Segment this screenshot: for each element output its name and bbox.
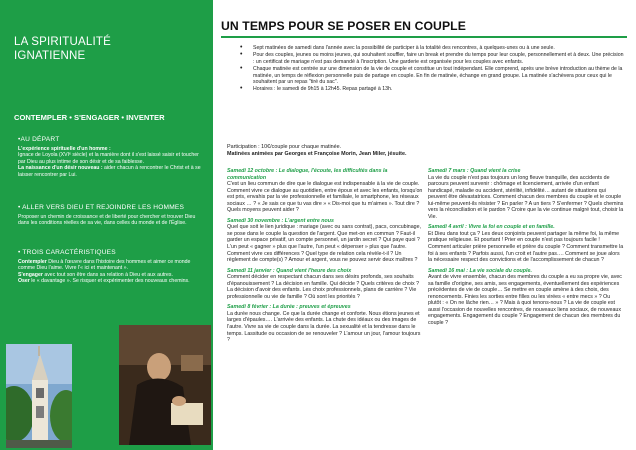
session-body: Avant de vivre ensemble, chacun des membres du couple a eu sa propre vie, avec sa famille d'origine, ses amis, ses engagements, éventuellement des expériences précédentes de vie de couple… Se mettre en couple amène à des choix, des renoncements. Finies les sorties entre filles ou les virées « entre mecs » ? Ou plutôt : « On ne lâche rien… » ? Mais à quoi tenons-nous ? La vie de couple est aussi l'occasion de nouvelles rencontres, de nouveaux liens sociaux, de nouveaux engagements. Engagement du couple ? Engagement de chacun des membres du couple ? (428, 274, 622, 327)
session-heading: Samedi 8 février : La durée : preuves et épreuves (227, 304, 351, 311)
session-heading: Samedi 7 mars : Quand vient la crise (428, 168, 521, 174)
animators-text: Matinées animées par Georges et Françoise Morin, Jean Miler, jésuite. (227, 151, 407, 157)
info-bullet-list (240, 45, 624, 94)
ignatius-painting (119, 325, 211, 445)
carac-item2-text: avec tout son être dans sa relation à Dieu et aux autres. (44, 271, 173, 278)
list-item: • Chaque matinée est centrée sur une dimension de la vie de couple et constitue un tout indépendant. Elle comprend, après une brève introduction au thème de la matinée, un temps de réflexion personnelle puis de partage en couple. En fin de matinée, échange en grand groupe. La matinée s'achèvera pour ceux qui le souhaitent par un repas "tiré du sac". (240, 66, 624, 85)
sidebar-title (14, 35, 111, 63)
session-heading: Samedi 30 novembre : L'argent entre nous (227, 217, 334, 224)
session-body: Et Dieu dans tout ça ? Les deux conjoints peuvent partager la même foi, la même pratique religieuse. Et pourtant ! Prier en couple n'est pas toujours facile ! Comment articuler prière personnelle et prière du couple ? Comment transmettre la foi à ses enfants ? Parfois aussi, l'un croit et l'autre pas…. Comment se joue alors la nécessaire respect des convictions et de l'accomplissement de chacun ? (428, 230, 624, 264)
sidebar (0, 0, 213, 450)
list-item: • Horaires : le samedi de 9h15 à 12h45. Repas partagé à 13h. (240, 86, 624, 92)
section-caracteristiques-heading: • TROIS CARACTÉRISTIQUES (18, 249, 116, 256)
session-body: La vie du couple n'est pas toujours un long fleuve tranquille, des accidents de parcours peuvent survenir : chômage et licenciement, arrivée d'un enfant handicapé, maladie ou accident, stérilité, infidélité… autant de situations qui peuvent être dévastatrices. Comment chacun des membres du couple et le couple lui-même peuvent-ils résister ? En parler ? A un tiers ? S'enfermer ? Quels chemins vers la réconciliation et le pardon ? Croire que la vie continue malgré tout, choisir la Vie. (428, 174, 624, 220)
sidebar-motto: CONTEMPLER • S'ENGAGER • INVENTER (14, 113, 165, 122)
carac-item2-bold: S'engager (18, 271, 43, 278)
sidebar-title-line1: LA SPIRITUALITÉ (14, 36, 111, 48)
title-divider (221, 36, 627, 38)
session-heading: Samedi 4 avril : Vivre la foi en couple et en famille. (428, 224, 555, 231)
carac-item3-text: le « davantage ». Se risquer et expérimenter des nouveaux chemins. (31, 278, 190, 285)
section-depart-heading: •AU DÉPART (18, 136, 60, 143)
depart-lead2-bold: La naissance d'un désir nouveau : (18, 165, 103, 172)
sessions-left-column (227, 168, 423, 344)
church-tower-photo (6, 344, 72, 448)
section-depart (18, 137, 204, 179)
carac-item1-bold: Contempler (18, 258, 47, 265)
session-heading: Samedi 11 janvier : Quand vient l'heure des choix (227, 267, 352, 274)
session-body: Quel que soit le lien juridique : mariage (avec ou sans contrat), pacs, concubinage, se pose dans le couple la question de l'argent. Que met-on en commun ? Faut-il garder un espace privatif, un compte personnel, un jardin secret ? Qui paye quoi ? L'un peut « gagner » plus que l'autre, l'un peut « dépenser » plus que l'autre. Comment vivre ces différences ? Quel type de relation cela révèle-t-il ? Un règlement de compte(s) ? Amour et argent, vous ne pouvez servir deux maîtres ? (227, 224, 422, 264)
sidebar-title-line2: IGNATIENNE (14, 50, 86, 62)
section-aller-heading: • ALLER VERS DIEU ET REJOINDRE LES HOMMES (18, 204, 185, 211)
session-body: La durée nous change. Ce que la durée change et conforte. Nous étions jeunes et larges d'épaules…. L'arrivée des enfants. La chute des idéaux ou des images de l'autre. Vivre sa vie de couple dans la durée. La sexualité et la tendresse dans le temps. Lassitude ou occasion de se renouveler ? L'amour un jour, l'amour toujours ? (227, 310, 421, 344)
session-heading: Samedi 16 mai : La vie sociale du couple. (428, 267, 532, 274)
page-title: UN TEMPS POUR SE POSER EN COUPLE (221, 19, 466, 33)
section-aller (18, 205, 204, 227)
session-heading: Samedi 12 octobre : Le dialogue, l'écoute, les difficultés dans la communication (227, 168, 388, 181)
sessions-right-column (428, 168, 624, 327)
carac-item1-text: Dieu à l'œuvre dans l'histoire des hommes et aimer ce monde comme Dieu l'aime. Vivre l'« ici et maintenant ». (18, 258, 191, 272)
section-caracteristiques (18, 250, 204, 285)
carac-item3-bold: Oser (18, 278, 30, 285)
section-aller-text: Proposer un chemin de croissance et de liberté pour chercher et trouver Dieu dans les conditions réelles de sa vie, dans celles du monde et de l'Église. (18, 213, 196, 227)
session-body: Comment décider en respectant chacun dans ses désirs profonds, ses souhaits d'épanouissement ? La décision en famille. Qui décide ? Quels critères de choix ? La décision d'avoir des enfants. Les choix professionnels, plans de carrière ? Vie professionnelle ou vie de famille ? Où sont les priorités ? (227, 274, 420, 300)
session-body: C'est un lieu commun de dire que le dialogue est indispensable à la vie de couple. Comment vivre ce dialogue au quotidien, entre époux et avec les enfants, lorsqu'on est pris, envahis par la vie professionnelle et familiale, le smartphone, les réseaux sociaux … ? « Je sais ce que tu vas dire » « Dis-moi que tu m'aimes ». Tout dire ? Quels moyens peuvent aider ? (227, 181, 423, 214)
list-item: • Sept matinées de samedi dans l'année avec la possibilité de participer à la totalité des rencontres, à quelques-unes ou à une seule. (240, 45, 624, 51)
depart-lead2-text: aider chacun à rencontrer le Christ et à se laisser rencontrer par Lui. (18, 165, 201, 178)
depart-lead1-text: Ignace de Loyola (XVIᵉ siècle) et la manière dont il s'est laissé saisir et toucher par Dieu au plus intime de son désir et de sa faiblesse. (18, 152, 199, 165)
depart-lead1-bold: L'expérience spirituelle d'un homme : (18, 145, 111, 152)
participation-block (227, 144, 627, 158)
participation-text: Participation : 10€/couple pour chaque matinée. (227, 144, 342, 150)
list-item: • Pour des couples, jeunes ou moins jeunes, qui souhaitent souffler, faire un break et prendre du temps pour leur couple, personnellement et à deux. Une précision : un certificat de mariage n'est pas demandé à l'inscription. Une garderie est organisée pour les couples avec enfants. (240, 52, 624, 65)
